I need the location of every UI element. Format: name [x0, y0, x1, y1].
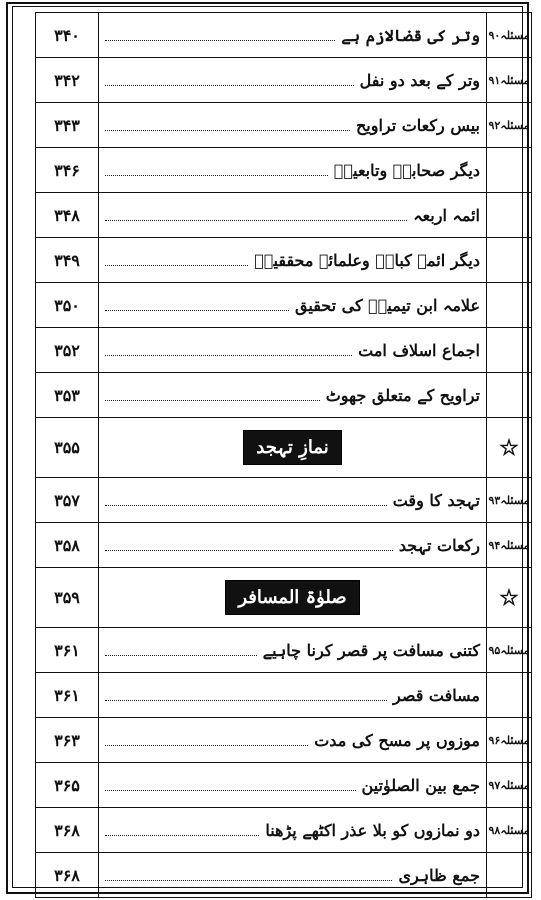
masala-label	[487, 328, 532, 373]
masala-label: مسئلہ۹۶	[487, 718, 532, 763]
contents-row	[36, 58, 532, 103]
masala-label	[487, 148, 532, 193]
page-number: ۳۵۷	[36, 478, 99, 523]
section-header-cell	[99, 418, 487, 478]
dot-leader	[105, 654, 257, 656]
page-number: ۳۵۲	[36, 328, 99, 373]
dot-leader	[105, 504, 387, 506]
page-number: ۳۵۵	[36, 418, 99, 478]
entry-cell	[99, 238, 487, 283]
contents-row	[36, 283, 532, 328]
entry-title: جمع بین الصلوٰتین	[361, 775, 480, 795]
dot-leader	[105, 879, 392, 881]
dot-leader	[105, 219, 407, 221]
entry-cell	[99, 58, 487, 103]
contents-row	[36, 193, 532, 238]
star-glyph: ☆	[499, 584, 519, 611]
entry-cell	[99, 328, 487, 373]
entry-line	[105, 206, 480, 225]
entry-line	[105, 296, 480, 315]
page-number: ۳۶۸	[36, 808, 99, 853]
entry-title: اجماع اسلاف امت	[358, 340, 480, 360]
dot-leader	[105, 39, 335, 41]
dot-leader	[105, 309, 289, 311]
dot-leader	[105, 129, 350, 131]
masala-label: مسئلہ۹۲	[487, 103, 532, 148]
entry-line	[105, 536, 480, 555]
entry-title: دیگر ائمہ کبارؒ وعلمائے محققینؒ	[254, 250, 480, 270]
masala-label: مسئلہ۹۱	[487, 58, 532, 103]
entry-line	[105, 491, 480, 510]
contents-row	[36, 148, 532, 193]
entry-line	[105, 641, 480, 660]
entry-title: وتر کے بعد دو نفل	[359, 70, 480, 90]
page-number: ۳۵۰	[36, 283, 99, 328]
page-number: ۳۴۲	[36, 58, 99, 103]
entry-title: علامہ ابن تیمیہؒ کی تحقیق	[295, 295, 480, 315]
entry-title: وتر کی قضالازم ہے	[341, 25, 480, 45]
contents-row	[36, 718, 532, 763]
contents-row	[36, 238, 532, 283]
entry-title: دیگر صحابہؓ وتابعینؒ	[333, 160, 480, 180]
entry-title: کتنی مسافت پر قصر کرنا چاہیے	[262, 640, 480, 660]
entry-title: بیس رکعات تراویح	[355, 115, 480, 135]
entry-cell	[99, 673, 487, 718]
entry-cell	[99, 523, 487, 568]
entry-line	[105, 686, 480, 705]
entry-title: تہجد کا وقت	[392, 490, 480, 510]
contents-row	[36, 673, 532, 718]
contents-row	[36, 853, 532, 898]
masala-label	[487, 193, 532, 238]
masala-label	[487, 373, 532, 418]
masala-label: مسئلہ۹۰	[487, 13, 532, 58]
masala-label: مسئلہ۹۴	[487, 523, 532, 568]
masala-label: مسئلہ۹۵	[487, 628, 532, 673]
entry-cell	[99, 808, 487, 853]
dot-leader	[105, 84, 354, 86]
contents-table	[35, 12, 532, 898]
entry-line	[105, 71, 480, 90]
entry-line	[105, 386, 480, 405]
section-title: نمازِ تہجد	[243, 430, 341, 465]
contents-row	[36, 13, 532, 58]
contents-row	[36, 808, 532, 853]
page-number: ۳۴۶	[36, 148, 99, 193]
dot-leader	[105, 744, 308, 746]
entry-line	[105, 251, 480, 270]
page-number: ۳۴۰	[36, 13, 99, 58]
dot-leader	[105, 834, 259, 836]
entry-title: تراویح کے متعلق جھوٹ	[325, 385, 480, 405]
page-number: ۳۶۸	[36, 853, 99, 898]
entry-cell	[99, 283, 487, 328]
entry-line	[105, 776, 480, 795]
contents-row	[36, 328, 532, 373]
entry-cell	[99, 103, 487, 148]
page-number: ۳۶۱	[36, 628, 99, 673]
page-number: ۳۴۹	[36, 238, 99, 283]
dot-leader	[105, 399, 320, 401]
masala-label	[487, 853, 532, 898]
entry-cell	[99, 628, 487, 673]
entry-cell	[99, 478, 487, 523]
entry-line	[105, 821, 480, 840]
dot-leader	[105, 789, 356, 791]
contents-row	[36, 763, 532, 808]
dot-leader	[105, 699, 387, 701]
entry-title: ائمہ اربعہ	[413, 205, 480, 225]
entry-line	[105, 161, 480, 180]
masala-label	[487, 238, 532, 283]
entry-line	[105, 866, 480, 885]
dot-leader	[105, 264, 248, 266]
contents-row	[36, 478, 532, 523]
section-header-cell	[99, 568, 487, 628]
entry-title: موزوں پر مسح کی مدت	[314, 730, 480, 750]
contents-row	[36, 523, 532, 568]
entry-line	[105, 731, 480, 750]
page-number: ۳۶۳	[36, 718, 99, 763]
star-icon	[487, 418, 532, 478]
entry-title: دو نمازوں کو بلا عذر اکٹھے پڑھنا	[265, 820, 480, 840]
entry-title: رکعات تہجد	[398, 535, 480, 555]
page-number: ۳۴۸	[36, 193, 99, 238]
entry-title: مسافت قصر	[393, 685, 480, 705]
entry-cell	[99, 148, 487, 193]
masala-label: مسئلہ۹۸	[487, 808, 532, 853]
dot-leader	[105, 174, 328, 176]
entry-title: جمع ظاہری	[398, 865, 480, 885]
page-number: ۳۵۸	[36, 523, 99, 568]
contents-row	[36, 373, 532, 418]
entry-cell	[99, 193, 487, 238]
entry-cell	[99, 853, 487, 898]
page-number: ۳۵۳	[36, 373, 99, 418]
page-number: ۳۶۱	[36, 673, 99, 718]
page-number: ۳۴۳	[36, 103, 99, 148]
entry-cell	[99, 373, 487, 418]
masala-label: مسئلہ۹۳	[487, 478, 532, 523]
dot-leader	[105, 549, 393, 551]
masala-label	[487, 283, 532, 328]
contents-body	[36, 13, 532, 898]
entry-cell	[99, 13, 487, 58]
star-icon	[487, 568, 532, 628]
entry-line	[105, 341, 480, 360]
section-header-row	[36, 418, 532, 478]
masala-label	[487, 673, 532, 718]
entry-line	[105, 26, 480, 45]
masala-label: مسئلہ۹۷	[487, 763, 532, 808]
dot-leader	[105, 354, 352, 356]
contents-row	[36, 103, 532, 148]
section-title: صلوٰۃ المسافر	[225, 580, 359, 615]
entry-cell	[99, 718, 487, 763]
star-glyph: ☆	[499, 434, 519, 461]
page-number: ۳۵۹	[36, 568, 99, 628]
entry-line	[105, 116, 480, 135]
contents-row	[36, 628, 532, 673]
entry-cell	[99, 763, 487, 808]
page-number: ۳۶۵	[36, 763, 99, 808]
section-header-row	[36, 568, 532, 628]
